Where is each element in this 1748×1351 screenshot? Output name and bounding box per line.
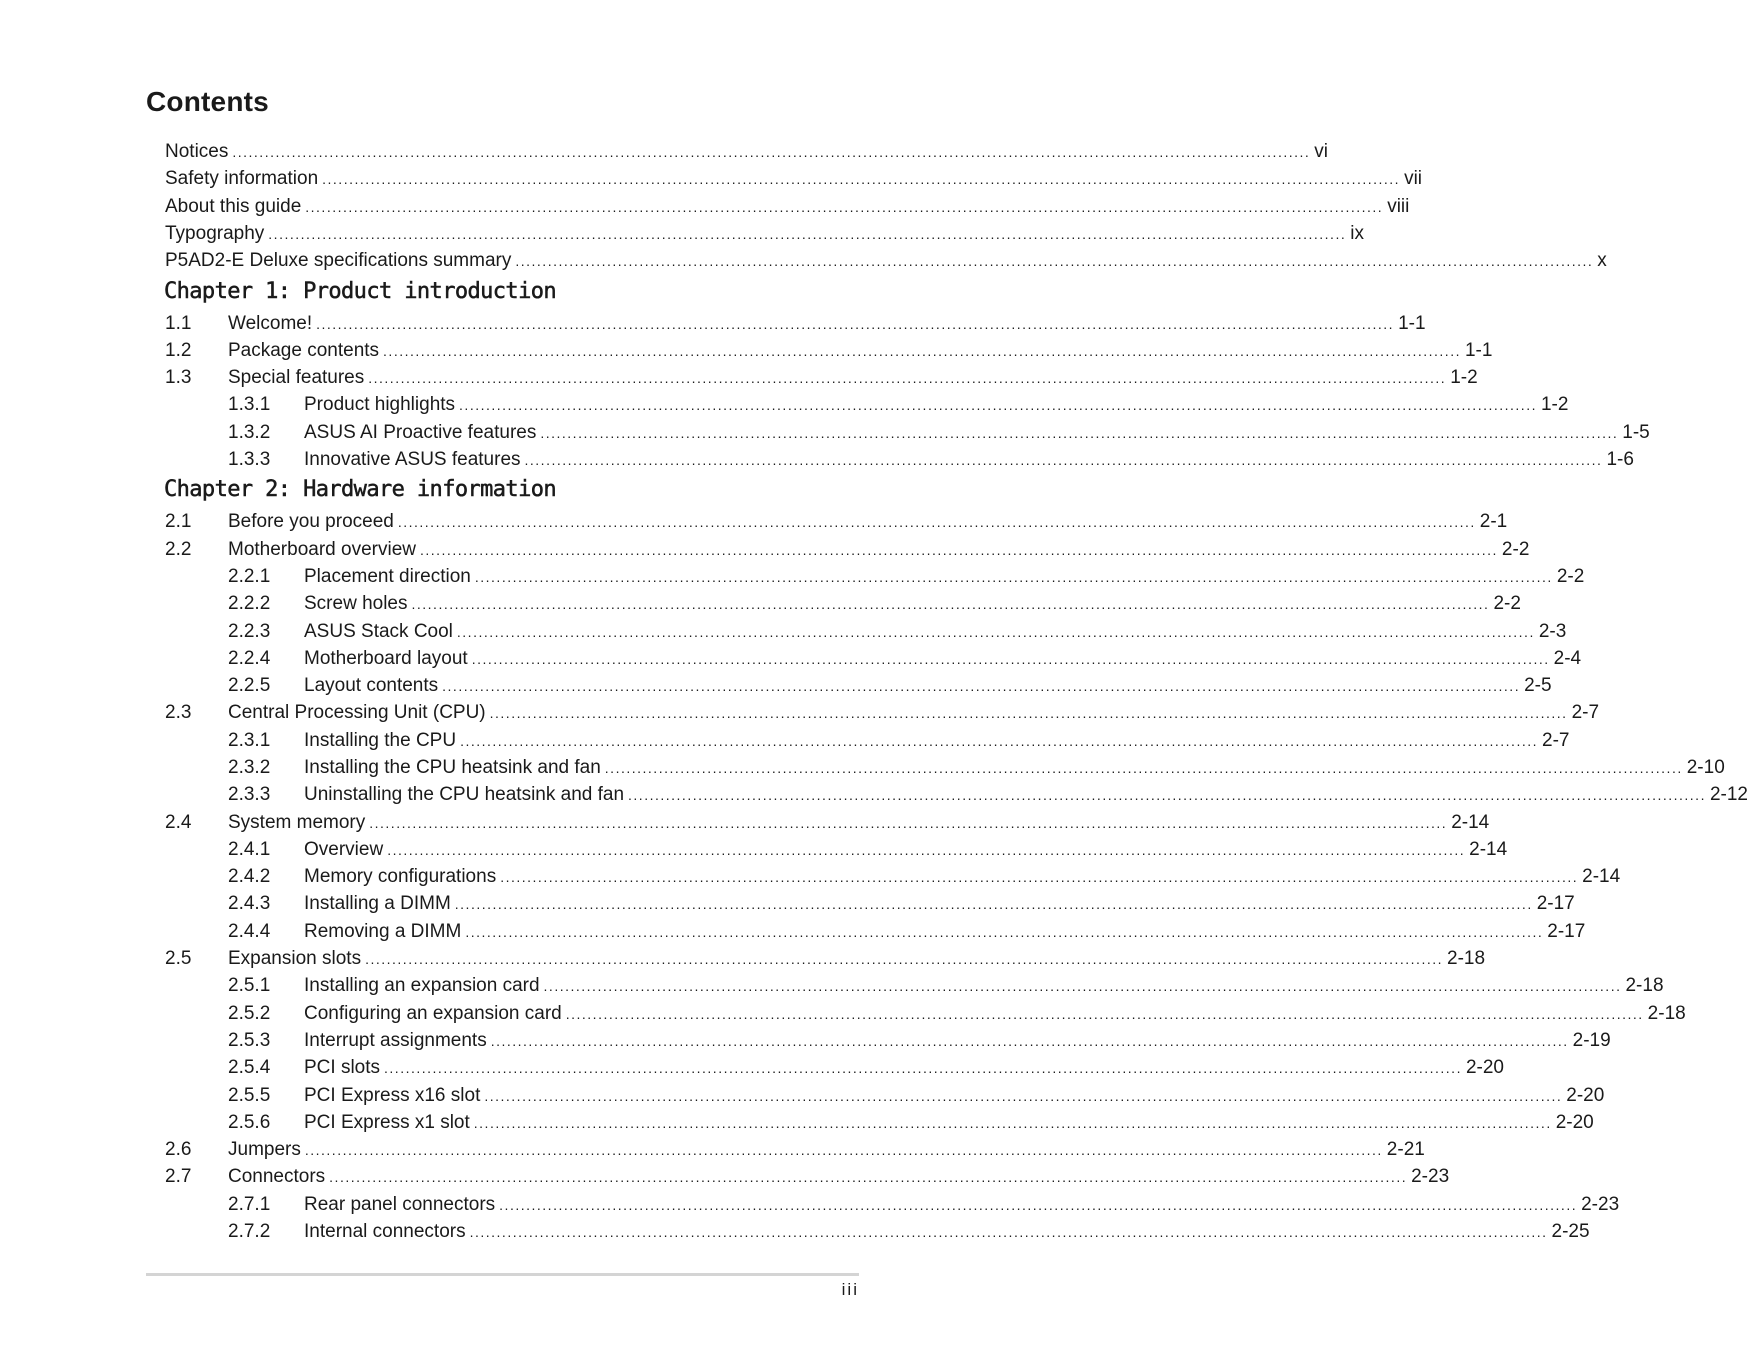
toc-entry-page: 2-20	[1465, 1057, 1504, 1078]
toc-entry	[228, 591, 1521, 617]
dot-leader: ........................................................................................................................................................................................................	[460, 733, 1539, 749]
toc-entry-label: Safety information	[165, 168, 319, 189]
toc-entry-number: 1.3.2	[228, 422, 271, 443]
dot-leader: ........................................................................................................................................................................................................	[304, 1142, 1383, 1158]
toc-entry-page: 1-5	[1622, 422, 1650, 443]
toc-entry-label: Connectors	[228, 1166, 326, 1187]
toc-entry-page: 2-7	[1542, 730, 1570, 751]
page-title: Contents	[146, 86, 269, 117]
dot-leader: ........................................................................................................................................................................................................	[459, 397, 1537, 413]
dot-leader: ........................................................................................................................................................................................................	[484, 1088, 1563, 1104]
chapter-heading: Chapter 2: Hardware information	[164, 477, 556, 502]
toc-entry-label: P5AD2-E Deluxe specifications summary	[165, 250, 512, 271]
toc-entry-label: Package contents	[228, 340, 380, 361]
dot-leader: ........................................................................................................................................................................................................	[387, 842, 1466, 858]
toc-entry	[165, 810, 1490, 836]
toc-entry	[228, 392, 1569, 418]
toc-entry	[165, 139, 1329, 165]
toc-entry-label: About this guide	[165, 196, 302, 217]
dot-leader: ........................................................................................................................................................................................................	[524, 452, 1603, 468]
toc-entry-page: 2-18	[1625, 975, 1664, 996]
toc-entry-number: 2.3.2	[228, 757, 271, 778]
dot-leader: ........................................................................................................................................................................................................	[454, 896, 1533, 912]
toc-entry	[228, 728, 1570, 754]
toc-entry-number: 2.2.2	[228, 593, 271, 614]
toc-entry-label: PCI Express x16 slot	[304, 1085, 481, 1106]
toc-entry-page: 2-2	[1556, 566, 1585, 587]
toc-entry-page: viii	[1387, 196, 1410, 217]
dot-leader: ........................................................................................................................................................................................................	[490, 1033, 1569, 1049]
toc-entry	[165, 221, 1364, 247]
toc-entry-number: 2.4	[165, 812, 192, 833]
toc-entry-number: 1.3.3	[228, 449, 271, 470]
toc-entry-number: 2.2	[165, 539, 192, 560]
toc-entry	[228, 1001, 1686, 1027]
dot-leader: ........................................................................................................................................................................................................	[565, 1006, 1644, 1022]
toc-entry	[228, 837, 1508, 863]
dot-leader: ........................................................................................................................................................................................................	[322, 171, 1401, 187]
toc-entry-label: System memory	[228, 812, 366, 833]
dot-leader: ........................................................................................................................................................................................................	[471, 651, 1550, 667]
toc-entry	[165, 248, 1607, 274]
toc-entry-label: Welcome!	[228, 313, 313, 334]
toc-entry-number: 2.2.3	[228, 621, 271, 642]
dot-leader: ........................................................................................................................................................................................................	[489, 705, 1568, 721]
dot-leader: ........................................................................................................................................................................................................	[316, 316, 1395, 332]
toc-entry-page: 2-12	[1709, 784, 1748, 805]
toc-entry-label: Screw holes	[304, 593, 408, 614]
toc-entry	[165, 311, 1426, 337]
dot-leader: ........................................................................................................................................................................................................	[473, 1115, 1552, 1131]
toc-entry	[228, 755, 1725, 781]
toc-entry-number: 1.2	[165, 340, 192, 361]
toc-entry	[165, 509, 1508, 535]
toc-entry-page: 2-18	[1647, 1003, 1686, 1024]
toc-entry-number: 2.5.5	[228, 1085, 271, 1106]
toc-entry	[228, 1055, 1504, 1081]
dot-leader: ........................................................................................................................................................................................................	[365, 951, 1444, 967]
toc-entry-number: 2.4.2	[228, 866, 271, 887]
toc-entry	[228, 891, 1575, 917]
toc-entry-label: Placement direction	[304, 566, 471, 587]
toc-entry-page: 2-1	[1479, 511, 1508, 532]
toc-entry-label: Expansion slots	[228, 948, 362, 969]
dot-leader: ........................................................................................................................................................................................................	[329, 1169, 1408, 1185]
toc-entry	[228, 447, 1634, 473]
toc-entry-number: 2.5	[165, 948, 192, 969]
toc-entry-page: 2-4	[1553, 648, 1582, 669]
toc-entry-page: 2-20	[1555, 1112, 1594, 1133]
dot-leader: ........................................................................................................................................................................................................	[500, 869, 1579, 885]
toc-entry-label: Installing the CPU	[304, 730, 457, 751]
dot-leader: ........................................................................................................................................................................................................	[628, 787, 1706, 803]
toc-entry-page: 2-14	[1582, 866, 1621, 887]
toc-entry-page: 2-2	[1501, 539, 1530, 560]
toc-entry-label: Memory configurations	[304, 866, 497, 887]
toc-entry-label: Uninstalling the CPU heatsink and fan	[304, 784, 625, 805]
toc-entry	[228, 1028, 1611, 1054]
page-number: iii	[841, 1280, 859, 1299]
toc-entry-page: 2-19	[1572, 1030, 1611, 1051]
toc-entry-page: 1-2	[1450, 367, 1478, 388]
toc-entry	[228, 919, 1586, 945]
toc-entry-page: 2-14	[1451, 812, 1490, 833]
toc-entry-page: vi	[1314, 141, 1329, 162]
toc-entry	[228, 973, 1664, 999]
toc-entry	[228, 646, 1582, 672]
toc-entry-number: 1.3	[165, 367, 192, 388]
toc-entry	[228, 1110, 1594, 1136]
dot-leader: ........................................................................................................................................................................................................	[469, 1224, 1548, 1240]
toc-entry-number: 2.3.3	[228, 784, 271, 805]
toc-entry-number: 2.2.5	[228, 675, 271, 696]
toc-entry	[165, 166, 1423, 192]
toc-entry	[228, 782, 1748, 808]
toc-entry-label: Special features	[228, 367, 365, 388]
toc-entry-label: Typography	[165, 223, 265, 244]
toc-entry-label: Motherboard overview	[228, 539, 416, 560]
toc-entry-page: 2-25	[1551, 1221, 1590, 1242]
dot-leader: ........................................................................................................................................................................................................	[442, 678, 1521, 694]
toc-entry-label: ASUS AI Proactive features	[304, 422, 537, 443]
dot-leader: ........................................................................................................................................................................................................	[419, 542, 1498, 558]
toc-entry-number: 2.4.3	[228, 893, 271, 914]
toc-entry	[165, 946, 1486, 972]
toc-entry	[165, 365, 1478, 391]
toc-entry	[165, 700, 1600, 726]
toc-entry-page: 2-2	[1493, 593, 1521, 614]
toc-entry-number: 2.7.2	[228, 1221, 271, 1242]
dot-leader: ........................................................................................................................................................................................................	[305, 199, 1384, 215]
toc-entry-number: 1.1	[165, 313, 192, 334]
toc-entry-label: ASUS Stack Cool	[304, 621, 453, 642]
toc-entry	[228, 420, 1650, 446]
toc-entry-page: 2-20	[1566, 1085, 1605, 1106]
toc-entry-number: 2.3	[165, 702, 192, 723]
toc-entry-page: 2-3	[1538, 621, 1567, 642]
toc-entry	[228, 564, 1585, 590]
toc-entry-page: 2-21	[1386, 1139, 1425, 1160]
toc-entry-number: 2.7.1	[228, 1194, 271, 1215]
toc-entry-page: 2-7	[1571, 702, 1600, 723]
toc-entry-number: 2.2.1	[228, 566, 271, 587]
toc-entry-label: Installing the CPU heatsink and fan	[304, 757, 601, 778]
dot-leader: ........................................................................................................................................................................................................	[499, 1197, 1578, 1213]
toc-entry-label: Installing a DIMM	[304, 893, 451, 914]
toc-entry-page: 2-14	[1469, 839, 1508, 860]
toc-entry-label: PCI Express x1 slot	[304, 1112, 470, 1133]
toc-entry-number: 2.5.1	[228, 975, 271, 996]
toc-entry-number: 2.4.4	[228, 921, 271, 942]
dot-leader: ........................................................................................................................................................................................................	[232, 144, 1311, 160]
toc-entry-number: 2.2.4	[228, 648, 271, 669]
toc-entry	[165, 194, 1410, 220]
toc-entry-page: 1-1	[1464, 340, 1493, 361]
dot-leader: ........................................................................................................................................................................................................	[465, 924, 1544, 940]
toc-entry-label: Configuring an expansion card	[304, 1003, 562, 1024]
toc-entry-page: 2-18	[1447, 948, 1486, 969]
toc-entry-page: vii	[1404, 168, 1423, 189]
toc-entry-label: Motherboard layout	[304, 648, 468, 669]
toc-entry-label: Notices	[165, 141, 229, 162]
dot-leader: ........................................................................................................................................................................................................	[397, 514, 1476, 530]
toc-entry-number: 2.7	[165, 1166, 192, 1187]
toc-entry-number: 2.3.1	[228, 730, 271, 751]
toc-entry	[228, 864, 1621, 890]
toc-entry	[165, 1137, 1425, 1163]
toc-entry-label: Overview	[304, 839, 384, 860]
toc-entry-label: Internal connectors	[304, 1221, 466, 1242]
toc-entry	[228, 1219, 1590, 1245]
toc-entry-label: Before you proceed	[228, 511, 394, 532]
dot-leader: ........................................................................................................................................................................................................	[540, 425, 1619, 441]
dot-leader: ........................................................................................................................................................................................................	[383, 343, 1461, 359]
dot-leader: ........................................................................................................................................................................................................	[456, 624, 1535, 640]
toc-entry	[228, 1083, 1605, 1109]
toc-entry	[228, 619, 1567, 645]
toc-entry-number: 2.4.1	[228, 839, 271, 860]
dot-leader: ........................................................................................................................................................................................................	[515, 253, 1594, 269]
toc-entry-label: Innovative ASUS features	[304, 449, 521, 470]
toc-entry-label: Installing an expansion card	[304, 975, 540, 996]
toc-entry-number: 2.5.6	[228, 1112, 271, 1133]
toc-entry-number: 2.5.3	[228, 1030, 271, 1051]
toc-entry-number: 1.3.1	[228, 394, 271, 415]
toc-entry	[165, 1164, 1450, 1190]
toc-entry-page: 1-2	[1540, 394, 1569, 415]
toc-entry	[228, 673, 1552, 699]
toc-entry	[228, 1192, 1620, 1218]
chapter-heading: Chapter 1: Product introduction	[164, 279, 556, 304]
dot-leader: ........................................................................................................................................................................................................	[268, 226, 1347, 242]
toc-entry-number: 2.6	[165, 1139, 192, 1160]
toc-entry-number: 2.5.2	[228, 1003, 271, 1024]
toc-entry-page: 2-17	[1536, 893, 1575, 914]
toc-entry-page: 2-10	[1686, 757, 1725, 778]
toc-entry-page: 1-1	[1398, 313, 1426, 334]
toc-entry-page: x	[1597, 250, 1607, 271]
toc-entry-page: 2-23	[1411, 1166, 1450, 1187]
toc-entry-label: Jumpers	[228, 1139, 301, 1160]
footer-divider	[146, 1273, 859, 1276]
toc-entry-page: ix	[1350, 223, 1364, 244]
dot-leader: ........................................................................................................................................................................................................	[474, 569, 1553, 585]
toc-entry-page: 2-23	[1581, 1194, 1620, 1215]
dot-leader: ........................................................................................................................................................................................................	[543, 978, 1622, 994]
toc-entry	[165, 537, 1530, 563]
toc-entry-page: 2-5	[1524, 675, 1552, 696]
dot-leader: ........................................................................................................................................................................................................	[604, 760, 1683, 776]
dot-leader: ........................................................................................................................................................................................................	[369, 815, 1448, 831]
toc-entry-label: Rear panel connectors	[304, 1194, 496, 1215]
dot-leader: ........................................................................................................................................................................................................	[384, 1060, 1462, 1076]
toc-entry-label: PCI slots	[304, 1057, 381, 1078]
toc-entry-number: 2.5.4	[228, 1057, 271, 1078]
toc-entry-number: 2.1	[165, 511, 192, 532]
toc-entry-label: Product highlights	[304, 394, 456, 415]
toc-entry-page: 1-6	[1606, 449, 1634, 470]
toc-entry-label: Interrupt assignments	[304, 1030, 487, 1051]
toc-entry-label: Removing a DIMM	[304, 921, 462, 942]
toc-entry-page: 2-17	[1547, 921, 1586, 942]
dot-leader: ........................................................................................................................................................................................................	[411, 596, 1490, 612]
dot-leader: ........................................................................................................................................................................................................	[368, 370, 1447, 386]
toc-entry-label: Central Processing Unit (CPU)	[228, 702, 486, 723]
toc-entry	[165, 338, 1493, 364]
toc-entry-label: Layout contents	[304, 675, 439, 696]
